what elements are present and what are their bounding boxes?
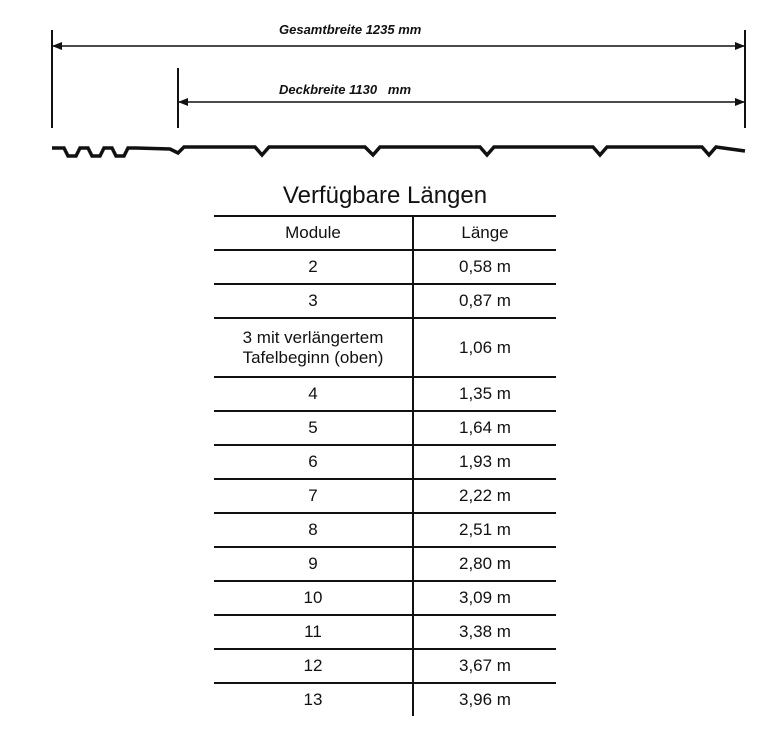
- cell-modules: 8: [214, 513, 413, 547]
- cell-modules: 5: [214, 411, 413, 445]
- table-row: [214, 318, 556, 377]
- cell-length: 3,67 m: [413, 649, 556, 683]
- table-row: [214, 445, 556, 479]
- cell-modules: 9: [214, 547, 413, 581]
- column-header-length: Länge: [413, 216, 556, 250]
- cell-modules: 6: [214, 445, 413, 479]
- cell-modules: 12: [214, 649, 413, 683]
- table-row: [214, 649, 556, 683]
- cell-length: 0,87 m: [413, 284, 556, 318]
- cell-length: 3,09 m: [413, 581, 556, 615]
- table-title: Verfügbare Längen: [282, 182, 488, 209]
- cell-length: 0,58 m: [413, 250, 556, 284]
- table-row: [214, 377, 556, 411]
- cell-modules: 11: [214, 615, 413, 649]
- cell-length: 3,38 m: [413, 615, 556, 649]
- table-row: [214, 581, 556, 615]
- roof-panel-profile: [52, 147, 745, 156]
- cell-modules: 2: [214, 250, 413, 284]
- table-row: [214, 547, 556, 581]
- table-row: [214, 615, 556, 649]
- table-row: [214, 513, 556, 547]
- total-width-label: Gesamtbreite 1235 mm: [279, 22, 422, 37]
- cell-modules: 7: [214, 479, 413, 513]
- table-row: [214, 284, 556, 318]
- table-row: [214, 411, 556, 445]
- table-header-row: [214, 216, 556, 250]
- cell-length: 2,80 m: [413, 547, 556, 581]
- cell-length: 1,35 m: [413, 377, 556, 411]
- column-header-modules: Module: [214, 216, 413, 250]
- table-row: [214, 479, 556, 513]
- cell-modules: 3: [214, 284, 413, 318]
- cell-length: 1,93 m: [413, 445, 556, 479]
- cell-length: 3,96 m: [459, 690, 511, 709]
- cell-modules: 4: [214, 377, 413, 411]
- cell-modules: 13: [214, 683, 413, 716]
- cell-modules: 10: [214, 581, 413, 615]
- cell-length: 2,51 m: [413, 513, 556, 547]
- table-row: [214, 683, 556, 716]
- cell-length: 1,64 m: [413, 411, 556, 445]
- cover-width-label: Deckbreite 1130 mm: [279, 82, 411, 97]
- cell-length: 2,22 m: [413, 479, 556, 513]
- table-row: [214, 250, 556, 284]
- cell-modules: 3 mit verlängertem Tafelbeginn (oben): [214, 318, 413, 377]
- cell-length: 1,06 m: [413, 318, 556, 377]
- available-lengths-table: [214, 215, 556, 716]
